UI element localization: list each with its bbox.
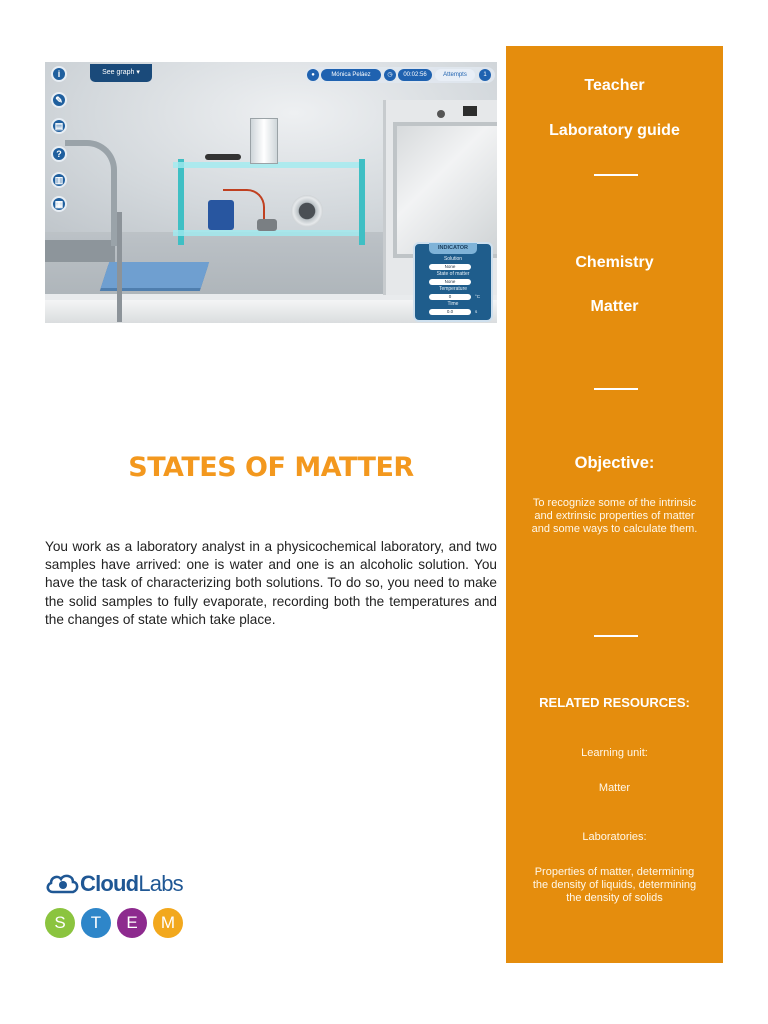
pressure-gauge[interactable] <box>291 195 323 227</box>
refrigerator-display <box>463 106 477 116</box>
intro-paragraph: You work as a laboratory analyst in a physicochemical laboratory, and two samples have arrived: one is water and one is an alcoholic solution. You have the task of characterizing both solutions. To do so, you need to make the solid samples to fully evaporate, recording both the temperatures and the changes of state which take place. <box>45 539 497 627</box>
user-name: Mónica Peláez <box>321 69 381 81</box>
indicator-state-label: State of matter <box>436 271 470 277</box>
sample-weight[interactable] <box>257 219 277 231</box>
indicator-panel <box>413 242 493 322</box>
indicator-temperature-unit: °C <box>475 294 481 299</box>
graduated-cylinder[interactable] <box>250 118 278 164</box>
refrigerator-knob <box>437 110 445 118</box>
divider <box>594 635 638 637</box>
indicator-solution-value: None <box>429 264 471 270</box>
attempts-count: 1 <box>479 69 491 81</box>
attempts-label: Attempts <box>435 69 475 81</box>
stem-letter-s: S <box>45 908 75 938</box>
calculator-icon[interactable]: ▦ <box>51 196 67 212</box>
brand-name <box>80 871 183 897</box>
notebook-icon[interactable]: ▥ <box>51 172 67 188</box>
laboratories-label: Laboratories: <box>582 831 647 843</box>
sidebar-unit: Matter <box>590 298 639 315</box>
indicator-solution-label: Solution <box>443 256 463 262</box>
user-icon: ● <box>307 69 319 81</box>
indicator-time-value: 0.0 <box>429 309 471 315</box>
laboratories-value: Properties of matter, determining the density of liquids, determining the density of solids <box>532 866 697 904</box>
cloudlabs-stem-logo <box>45 868 195 943</box>
objective-heading: Objective: <box>574 454 655 472</box>
clipboard-icon[interactable]: ▤ <box>51 118 67 134</box>
stem-letter-t: T <box>81 908 111 938</box>
sidebar-role: Teacher <box>584 77 645 94</box>
learning-unit-label: Learning unit: <box>581 747 648 759</box>
learning-unit-value: Matter <box>598 782 631 794</box>
see-graph-button[interactable] <box>90 64 152 82</box>
brand-name-bold: Cloud <box>80 871 139 896</box>
stem-letter-m: M <box>153 908 183 938</box>
divider <box>594 174 638 176</box>
indicator-time-unit: s <box>475 309 478 314</box>
chevron-down-icon: ▾ <box>136 69 140 76</box>
indicator-state-value: None <box>429 279 471 285</box>
refrigerator-door[interactable] <box>393 122 497 258</box>
faucet <box>65 140 117 246</box>
lab-simulation-screenshot <box>45 62 497 323</box>
heating-plate[interactable] <box>208 200 234 230</box>
see-graph-label: See graph <box>102 69 135 76</box>
timer: 00:02:56 <box>398 69 432 81</box>
help-icon[interactable]: ? <box>51 146 67 162</box>
brand-name-regular: Labs <box>138 871 183 896</box>
indicator-title: INDICATOR <box>429 243 477 254</box>
stem-letter-e: E <box>117 908 147 938</box>
cloud-icon <box>45 872 79 896</box>
sidebar-guide: Laboratory guide <box>549 122 680 139</box>
guide-sidebar <box>506 46 723 963</box>
indicator-temperature-value: 0 <box>429 294 471 300</box>
pen-icon[interactable]: ✎ <box>51 92 67 108</box>
clock-icon: ◷ <box>384 69 396 81</box>
indicator-temperature-label: Temperature <box>438 286 468 292</box>
objective-text: To recognize some of the intrinsic and extrinsic properties of matter and some ways to calculate them. <box>531 497 698 535</box>
thermometer[interactable] <box>205 154 241 160</box>
indicator-time-label: Time <box>447 301 459 307</box>
stand-rod <box>117 212 122 322</box>
sidebar-subject: Chemistry <box>575 254 654 271</box>
divider <box>594 388 638 390</box>
document-title: STATES OF MATTER <box>128 452 414 483</box>
info-icon[interactable]: i <box>51 66 67 82</box>
related-resources-heading: RELATED RESOURCES: <box>539 695 690 710</box>
